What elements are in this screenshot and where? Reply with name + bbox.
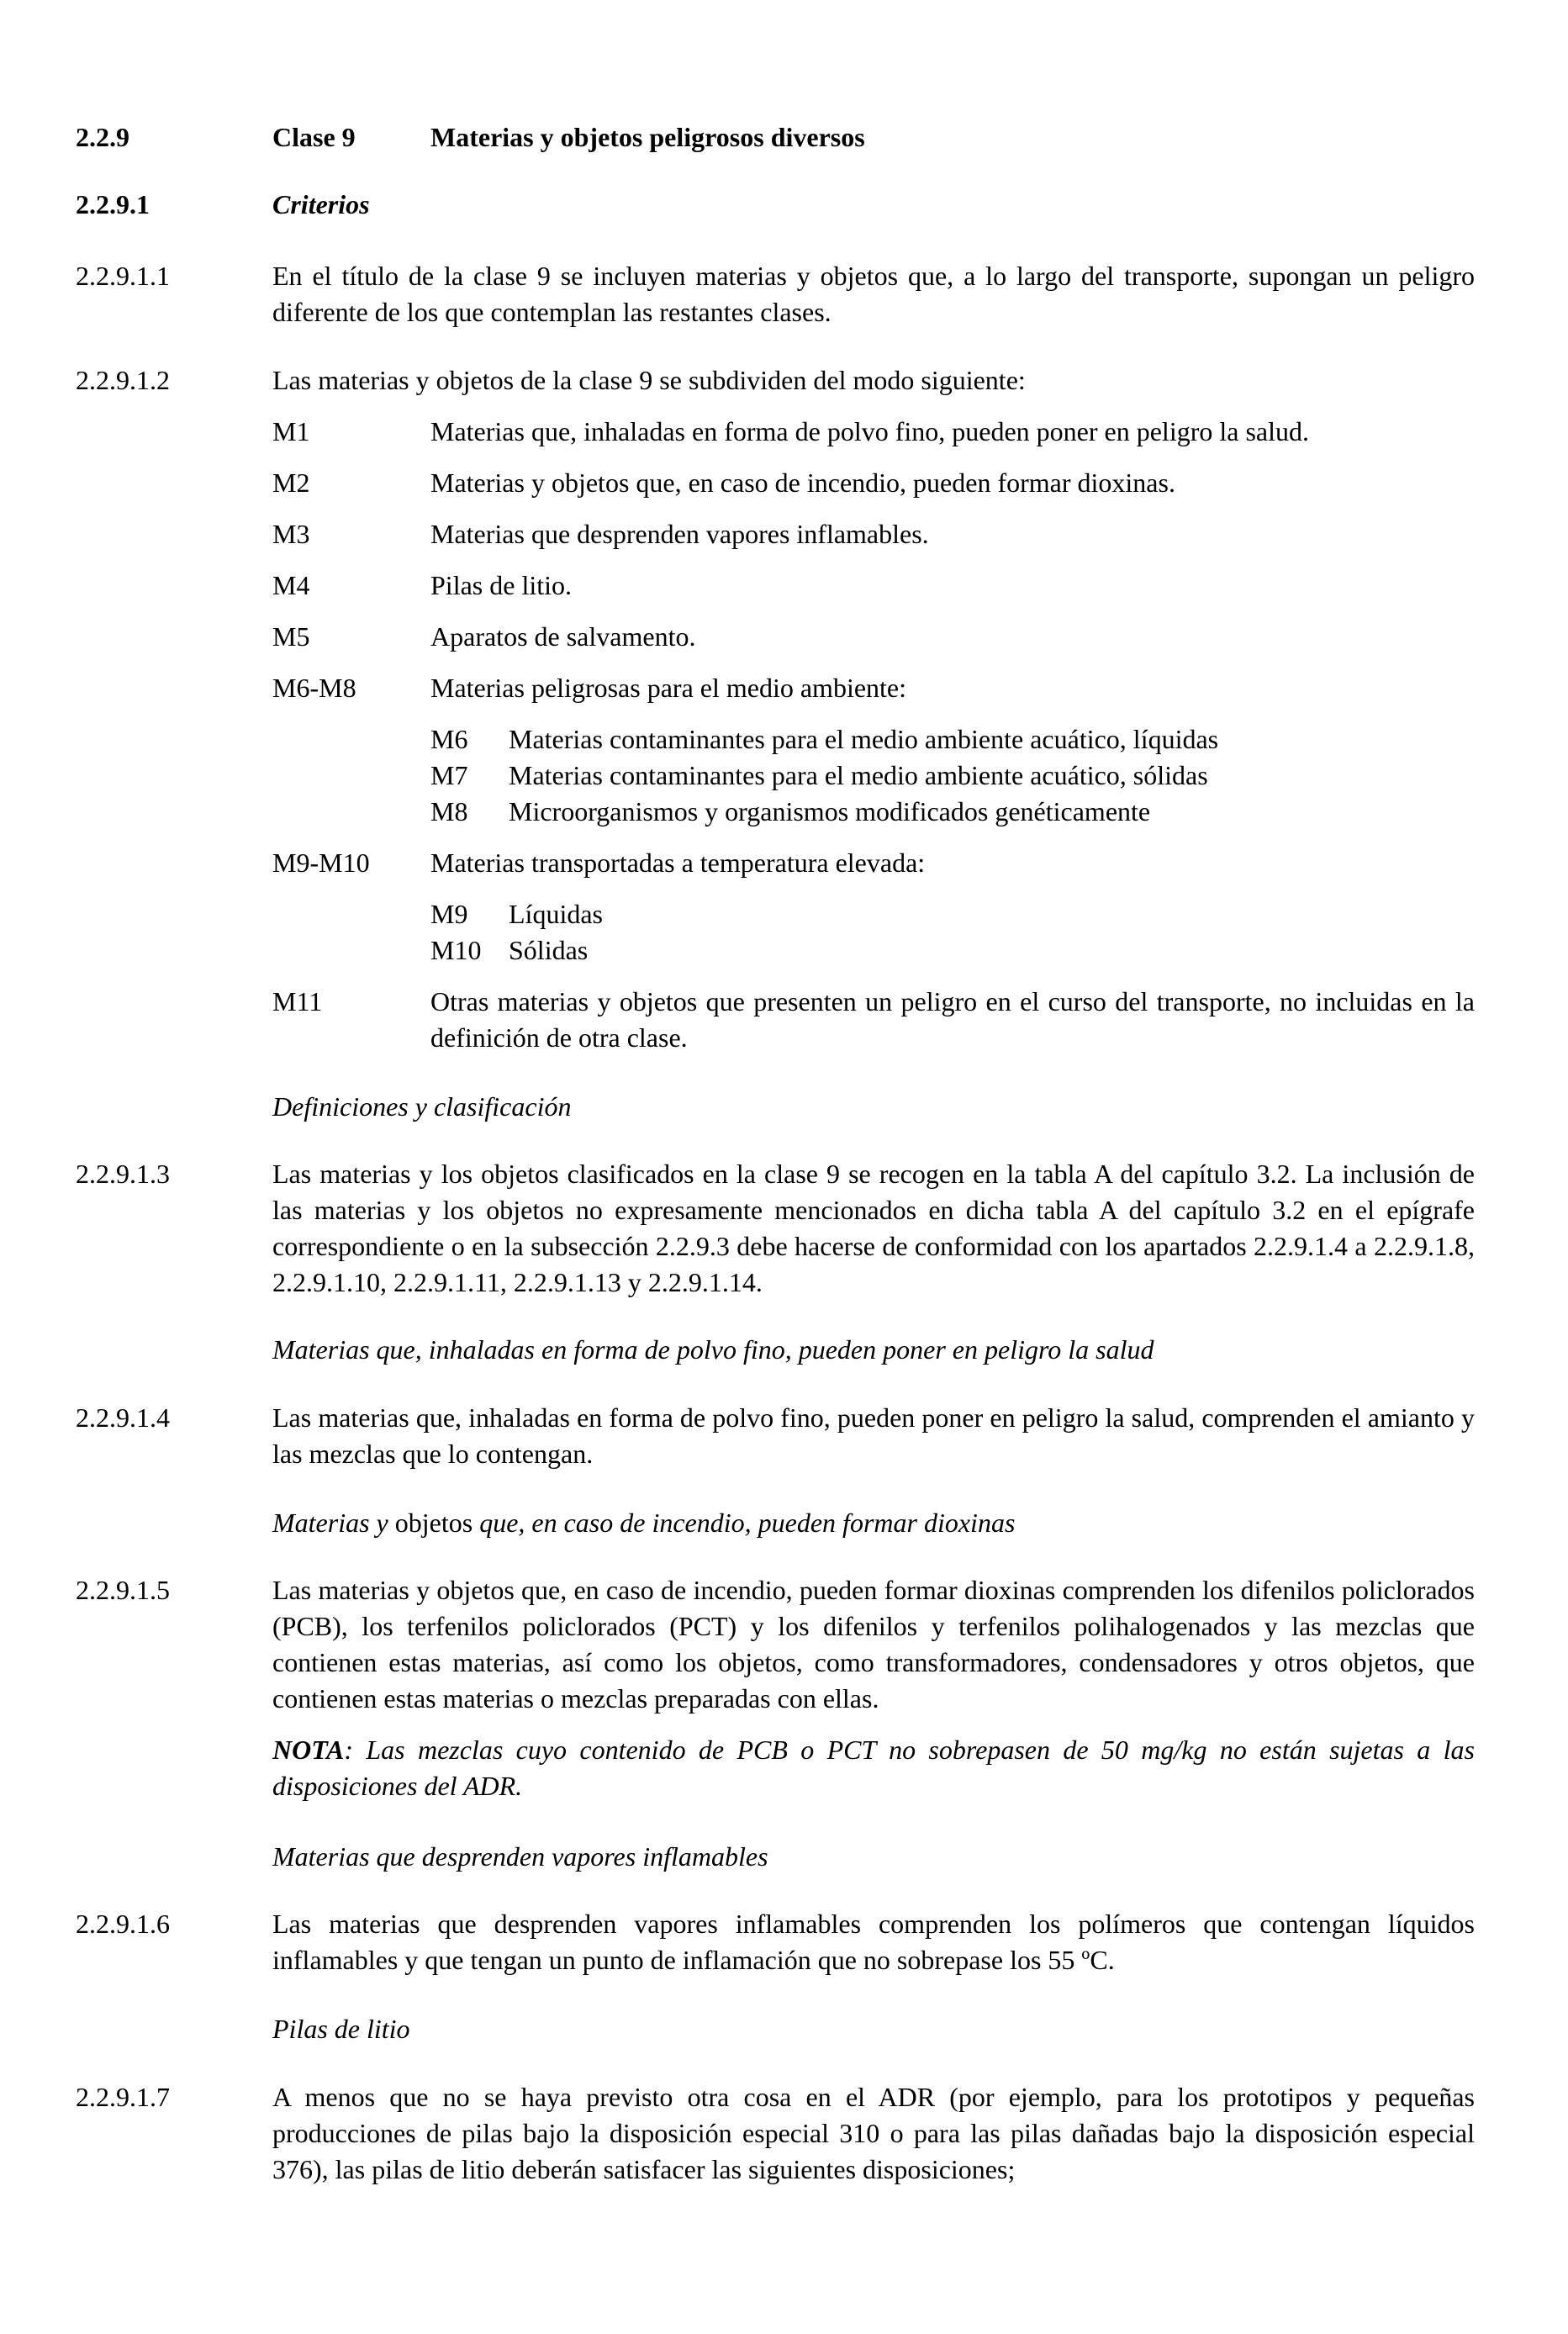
sub-code: M6: [430, 724, 468, 754]
paragraph-text: Las materias que desprenden vapores inflamables comprenden los polímeros que contengan líquidos inflamables y que tengan un punto de inflamación que no sobrepase los 55 ºC.: [272, 1909, 1475, 1975]
group-code: M1: [272, 416, 310, 446]
group-text: Otras materias y objetos que presenten un peligro en el curso del transporte, no incluidas en la definición de otra clase.: [430, 986, 1475, 1053]
section-number: 2.2.9: [76, 122, 129, 152]
group-code: M9-M10: [272, 848, 370, 878]
subheading-definitions: Definiciones y clasificación: [272, 1091, 572, 1122]
group-code: M11: [272, 986, 323, 1017]
group-code: M2: [272, 467, 310, 498]
note-text: : Las mezclas cuyo contenido de PCB o PCT no sobrepasen de 50 mg/kg no están sujetas a las disposiciones del ADR.: [272, 1735, 1475, 1801]
subheading-m4: Pilas de litio: [272, 2014, 410, 2044]
paragraph-number: 2.2.9.1.2: [76, 365, 170, 395]
group-code: M5: [272, 621, 310, 652]
paragraph-text: A menos que no se haya previsto otra cosa en el ADR (por ejemplo, para los prototipos y pequeñas producciones de pilas bajo la disposición especial 310 o para las pilas dañadas bajo la disposición especial 376), las pilas de litio deberán satisfacer las siguientes disposiciones;: [272, 2082, 1475, 2184]
subsection-number: 2.2.9.1: [76, 189, 150, 219]
paragraph-number: 2.2.9.1.1: [76, 261, 170, 291]
subheading-m2: Materias y objetos que, en caso de incendio, pueden formar dioxinas: [272, 1508, 1016, 1538]
subsection-title: Criterios: [272, 189, 370, 219]
sub-code: M9: [430, 899, 468, 929]
section-class: Clase 9: [272, 122, 356, 152]
group-code: M6-M8: [272, 673, 356, 703]
paragraph-number: 2.2.9.1.5: [76, 1575, 170, 1605]
paragraph-text: Las materias y objetos de la clase 9 se subdividen del modo siguiente:: [272, 365, 1026, 395]
paragraph-number: 2.2.9.1.3: [76, 1159, 170, 1189]
paragraph-number: 2.2.9.1.4: [76, 1402, 170, 1433]
section-title: Materias y objetos peligrosos diversos: [430, 122, 865, 152]
paragraph-text: Las materias que, inhaladas en forma de polvo fino, pueden poner en peligro la salud, comprenden el amianto y las mezclas que lo contengan.: [272, 1402, 1475, 1469]
group-text: Materias que desprenden vapores inflamables.: [430, 519, 929, 549]
sub-text: Materias contaminantes para el medio ambiente acuático, sólidas: [509, 760, 1208, 790]
sub-code: M7: [430, 760, 468, 790]
sub-text: Materias contaminantes para el medio ambiente acuático, líquidas: [509, 724, 1219, 754]
note-label: NOTA: [272, 1735, 345, 1765]
group-text: Aparatos de salvamento.: [430, 621, 696, 652]
note: [272, 1732, 1475, 1804]
group-text: Materias transportadas a temperatura elevada:: [430, 848, 926, 878]
sub-code: M8: [430, 796, 468, 826]
paragraph-number: 2.2.9.1.6: [76, 1909, 170, 1939]
sub-text: Microorganismos y organismos modificados genéticamente: [509, 796, 1151, 826]
group-code: M3: [272, 519, 310, 549]
group-text: Pilas de litio.: [430, 570, 572, 600]
paragraph-number: 2.2.9.1.7: [76, 2082, 170, 2112]
paragraph-text: Las materias y los objetos clasificados en la clase 9 se recogen en la tabla A del capítulo 3.2. La inclusión de las materias y los objetos no expresamente mencionados en dicha tabla A del capítulo 3.2 en el epígrafe correspondiente o en la subsección 2.2.9.3 debe hacerse de conformidad con los apartados 2.2.9.1.4 a 2.2.9.1.8, 2.2.9.1.10, 2.2.9.1.11, 2.2.9.1.13 y 2.2.9.1.14.: [272, 1159, 1475, 1297]
group-text: Materias y objetos que, en caso de incendio, pueden formar dioxinas.: [430, 467, 1175, 498]
group-text: Materias que, inhaladas en forma de polvo fino, pueden poner en peligro la salud.: [430, 416, 1309, 446]
group-text: Materias peligrosas para el medio ambiente:: [430, 673, 907, 703]
subheading-m1: Materias que, inhaladas en forma de polvo fino, pueden poner en peligro la salud: [272, 1334, 1154, 1365]
subheading-m3: Materias que desprenden vapores inflamables: [272, 1841, 768, 1872]
sub-text: Sólidas: [509, 935, 589, 965]
sub-text: Líquidas: [509, 899, 603, 929]
paragraph-text: En el título de la clase 9 se incluyen materias y objetos que, a lo largo del transporte, supongan un peligro diferente de los que contemplan las restantes clases.: [272, 261, 1475, 327]
group-code: M4: [272, 570, 310, 600]
paragraph-text: Las materias y objetos que, en caso de incendio, pueden formar dioxinas comprenden los difenilos policlorados (PCB), los terfenilos policlorados (PCT) y los difenilos y terfenilos polihalogenados y las mezclas que contienen estas materias, así como los objetos, como transformadores, condensadores y otros objetos, que contienen estas materias o mezclas preparadas con ellas.: [272, 1575, 1475, 1714]
sub-code: M10: [430, 935, 482, 965]
